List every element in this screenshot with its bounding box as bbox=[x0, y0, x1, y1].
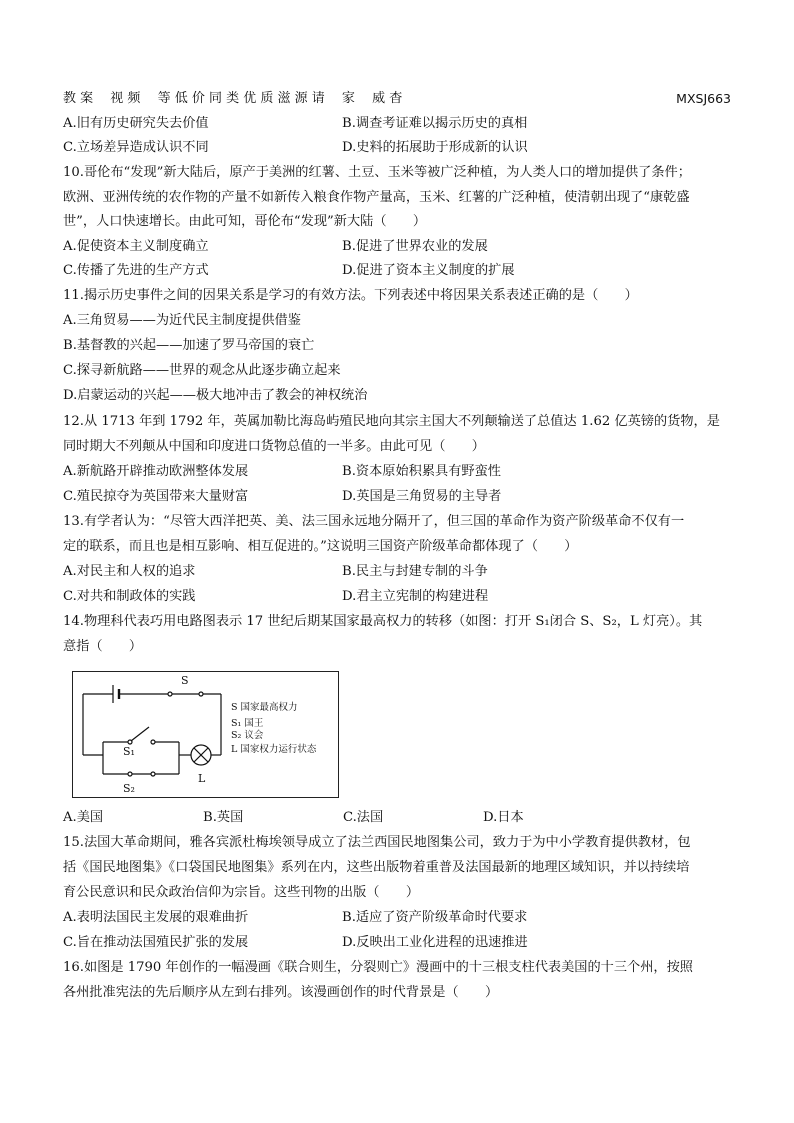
q13-option-a: A.对民主和人权的追求 bbox=[63, 564, 196, 579]
q15-options-row2 bbox=[63, 933, 731, 953]
page-header bbox=[63, 89, 731, 109]
q13-stem-line: 定的联系，而且也是相互影响、相互促进的。”这说明三国资产阶级革命都体现了（ ） bbox=[63, 539, 578, 554]
q10-option-a: A.促使资本主义制度确立 bbox=[63, 239, 209, 254]
q11-option-d: D.启蒙运动的兴起——极大地冲击了教会的神权统治 bbox=[63, 388, 368, 403]
header-word: 视 频 bbox=[110, 91, 141, 106]
q15-stem-line: 15.法国大革命期间，雅各宾派杜梅埃领导成立了法兰西国民地图集公司，致力于为中小学教育提供教材，包 bbox=[63, 835, 691, 850]
q10-options-row2 bbox=[63, 261, 731, 281]
q15-option-d: D.反映出工业化进程的迅速推进 bbox=[342, 935, 528, 950]
legend-l: L 国家权力运行状态 bbox=[231, 744, 317, 755]
q12-options-row2 bbox=[63, 487, 731, 507]
q10-stem-line: 世”，人口快速增长。由此可知，哥伦布“发现”新大陆（ ） bbox=[63, 214, 427, 229]
document-code: MXSJ663 bbox=[676, 91, 731, 106]
q12-options-row1 bbox=[63, 462, 731, 482]
q14-option-b: B.英国 bbox=[203, 810, 244, 825]
q9-option-b: B.调查考证难以揭示历史的真相 bbox=[342, 116, 528, 131]
label-s2: S₂ bbox=[123, 782, 135, 795]
q13-option-c: C.对共和制政体的实践 bbox=[63, 589, 196, 604]
q14-stem-line: 14.物理科代表巧用电路图表示 17 世纪后期某国家最高权力的转移（如图：打开 S₁闭合 S、S₂，L 灯亮）。其 bbox=[63, 614, 703, 629]
q13-option-d: D.君主立宪制的构建进程 bbox=[342, 589, 489, 604]
q10-option-c: C.传播了先进的生产方式 bbox=[63, 263, 209, 278]
q13-option-b: B.民主与封建专制的斗争 bbox=[342, 564, 488, 579]
q16-stem-line: 16.如图是 1790 年创作的一幅漫画《联合则生，分裂则亡》漫画中的十三根支柱代表美国的十三个州，按照 bbox=[63, 960, 693, 975]
q12-option-d: D.英国是三角贸易的主导者 bbox=[342, 489, 502, 504]
legend-s1: S₁ 国王 bbox=[231, 718, 264, 729]
q11-option-c: C.探寻新航路——世界的观念从此逐步确立起来 bbox=[63, 363, 341, 378]
switch-s1-blade bbox=[131, 727, 149, 741]
header-word: 威 杳 bbox=[372, 91, 403, 106]
header-word: 等 低 价 同 类 优 质 滋 源 请 bbox=[157, 91, 325, 106]
q11-stem: 11.揭示历史事件之间的因果关系是学习的有效方法。下列表述中将因果关系表述正确的是（ ） bbox=[63, 288, 638, 303]
switch-s2-contact bbox=[151, 772, 155, 776]
q12-stem-line: 同时期大不列颠从中国和印度进口货物总值的一半多。由此可见（ ） bbox=[63, 439, 485, 454]
circuit-diagram bbox=[72, 671, 339, 798]
label-s1: S₁ bbox=[123, 745, 135, 758]
q14-option-a: A.美国 bbox=[63, 810, 104, 825]
q15-option-c: C.旨在推动法国殖民扩张的发展 bbox=[63, 935, 249, 950]
q9-options-row2 bbox=[63, 138, 731, 158]
q15-option-b: B.适应了资产阶级革命时代要求 bbox=[342, 910, 528, 925]
q16-stem-line: 各州批准宪法的先后顺序从左到右排列。该漫画创作的时代背景是（ ） bbox=[63, 985, 499, 1000]
q11-option-b: B.基督教的兴起——加速了罗马帝国的衰亡 bbox=[63, 338, 315, 353]
switch-s-contact bbox=[168, 692, 172, 696]
switch-s1-contact bbox=[151, 740, 155, 744]
legend-s: S 国家最高权力 bbox=[231, 702, 298, 713]
q9-option-a: A.旧有历史研究失去价值 bbox=[63, 116, 209, 131]
q9-options-row1 bbox=[63, 114, 731, 134]
q10-option-d: D.促进了资本主义制度的扩展 bbox=[342, 263, 515, 278]
label-l: L bbox=[198, 772, 206, 785]
q11-option-a: A.三角贸易——为近代民主制度提供借鉴 bbox=[63, 313, 301, 328]
switch-s-contact bbox=[199, 692, 203, 696]
label-s: S bbox=[181, 674, 189, 687]
q10-stem-line: 10.哥伦布“发现”新大陆后，原产于美洲的红薯、土豆、玉米等被广泛种植，为人类人口的增加提供了条件； bbox=[63, 165, 691, 180]
header-left bbox=[63, 91, 415, 106]
q15-options-row1 bbox=[63, 908, 731, 928]
q13-options-row1 bbox=[63, 562, 731, 582]
header-word: 教 案 bbox=[63, 91, 94, 106]
q10-option-b: B.促进了世界农业的发展 bbox=[342, 239, 488, 254]
q14-option-d: D.日本 bbox=[483, 810, 524, 825]
switch-s2-contact bbox=[128, 772, 132, 776]
q10-stem-line: 欧洲、亚洲传统的农作物的产量不如新传入粮食作物产量高，玉米、红薯的广泛种植，使清朝出现了“康乾盛 bbox=[63, 190, 690, 205]
header-word: 家 bbox=[341, 91, 355, 106]
q9-option-d: D.史料的拓展助于形成新的认识 bbox=[342, 140, 528, 155]
legend-s2: S₂ 议会 bbox=[231, 730, 264, 741]
q13-stem-line: 13.有学者认为：“尽管大西洋把英、美、法三国永远地分隔开了，但三国的革命作为资产阶级革命不仅有一 bbox=[63, 514, 685, 529]
q10-options-row1 bbox=[63, 237, 731, 257]
q15-stem-line: 括《国民地图集》《口袋国民地图集》系列在内，这些出版物着重普及法国最新的地理区域知识，并以持续培 bbox=[63, 860, 690, 875]
q12-option-b: B.资本原始积累具有野蛮性 bbox=[342, 464, 501, 479]
q12-option-a: A.新航路开辟推动欧洲整体发展 bbox=[63, 464, 249, 479]
q12-stem-line: 12.从 1713 年到 1792 年，英属加勒比海岛屿殖民地向其宗主国大不列颠输送了总值达 1.62 亿英镑的货物，是 bbox=[63, 414, 720, 429]
q13-options-row2 bbox=[63, 587, 731, 607]
q14-stem-line: 意指（ ） bbox=[63, 639, 143, 654]
q12-option-c: C.殖民掠夺为英国带来大量财富 bbox=[63, 489, 249, 504]
q14-option-c: C.法国 bbox=[343, 810, 384, 825]
q15-stem-line: 育公民意识和民众政治信仰为宗旨。这些刊物的出版（ ） bbox=[63, 885, 420, 900]
q9-option-c: C.立场差异造成认识不同 bbox=[63, 140, 209, 155]
q15-option-a: A.表明法国民主发展的艰难曲折 bbox=[63, 910, 249, 925]
